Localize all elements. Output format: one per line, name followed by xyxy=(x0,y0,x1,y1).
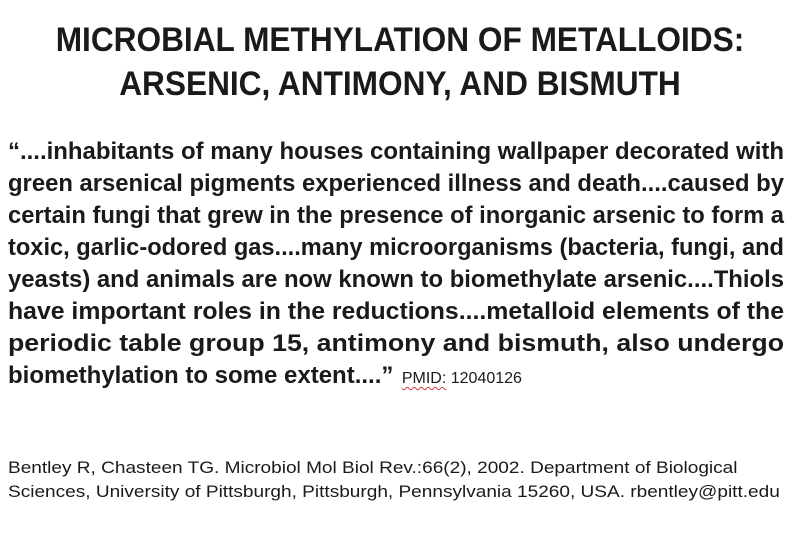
citation-line-2: Sciences, University of Pittsburgh, Pittsburgh, Pennsylvania 15260, USA. rbentley@pitt.edu xyxy=(8,482,780,501)
quote-line: periodic table group 15, antimony and bismuth, also undergo xyxy=(8,330,784,357)
quote-line: green arsenical pigments experienced illness and death....caused by xyxy=(8,170,784,197)
pmid-label: PMID: xyxy=(401,370,447,387)
citation-line-1: Bentley R, Chasteen TG. Microbiol Mol Biol Rev.:66(2), 2002. Department of Biological xyxy=(8,458,738,477)
quote-line: have important roles in the reductions....metalloid elements of the xyxy=(8,298,785,325)
pmid-value: 12040126 xyxy=(450,370,522,387)
quote-line-last xyxy=(8,360,784,395)
quote-line: yeasts) and animals are now known to biomethylate arsenic....Thiols xyxy=(8,266,784,293)
quote-line: toxic, garlic-odored gas....many microorganisms (bacteria, fungi, and xyxy=(8,234,784,261)
title-line-2: ARSENIC, ANTIMONY, AND BISMUTH xyxy=(119,65,681,103)
citation xyxy=(8,456,792,504)
slide-title xyxy=(28,18,772,106)
quote-line: certain fungi that grew in the presence of inorganic arsenic to form a xyxy=(8,202,784,229)
quote-end-text: biomethylation to some extent....” xyxy=(8,362,394,389)
pmid-reference xyxy=(397,370,522,387)
quote-paragraph xyxy=(8,136,784,395)
quote-line: “....inhabitants of many houses containing wallpaper decorated with xyxy=(8,138,784,165)
title-line-1: MICROBIAL METHYLATION OF METALLOIDS: xyxy=(55,21,745,59)
